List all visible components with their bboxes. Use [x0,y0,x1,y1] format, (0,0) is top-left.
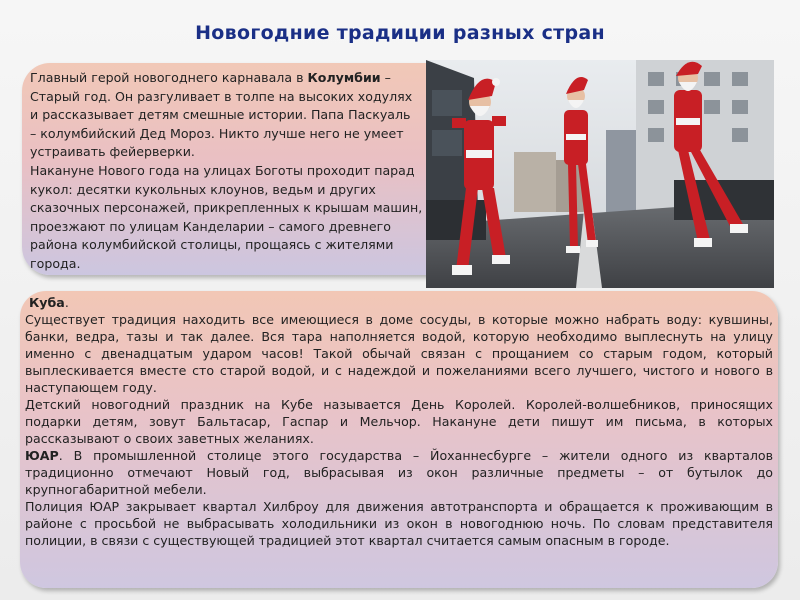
colombia-text [30,69,460,274]
cuba-south-africa-text [25,294,773,549]
colombia-line: Старый год. Он разгуливает в толпе на высоких ходулях [30,88,413,104]
south-africa-paragraph [25,447,773,498]
colombia-line: Накануне Нового года на улицах Боготы проходит парад [30,162,415,178]
cuba-paragraph-water: Существует традиция находить все имеющиеся в доме сосуды, в которые можно набрать воду: кувшины, банки, ведра, тазы и так далее. Вся тара наполняется водой, которую необходимо выплеснуть на улицу именно с двенадцатым ударом часов! Такой обычай связан с прощанием со старым годом, который выплескивается вместе сто старой водой, и с надеждой и пожеланиями всего лучшего, чистого и нового в наступающем году. [25,312,773,395]
cuba-paragraph-kings: Детский новогодний праздник на Кубе называется День Королей. Королей-волшебников, приносящих подарки детям, зовут Бальтасар, Гаспар и Мельчор. Накануне дети пишут им письма, в которых рассказывают о своих заветных желаниях. [25,397,773,446]
slide-title: Новогодние традиции разных стран [195,22,605,44]
colombia-line-text: Главный герой новогоднего карнавала в [30,70,308,85]
colombia-line [30,69,460,88]
colombia-line: проезжают по улицам Канделарии – самого древнего [30,218,391,234]
colombia-panel [22,63,462,275]
cuba-heading-suffix: . [64,295,69,310]
stilt-walkers-santa-photo [426,60,774,288]
colombia-line-text: – [380,70,391,85]
cuba-heading [25,294,773,311]
south-africa-police-paragraph: Полиция ЮАР закрывает квартал Хилброу для движения автотранспорта и обращается к проживающим в районе с просьбой не выбрасывать холодильники из окон в новогоднюю ночь. По словам представителя полиции, в связи с существующей традицией этот квартал считается самым опасным в городе. [25,499,773,548]
colombia-line: кукол: десятки кукольных клоунов, ведьм и других [30,181,376,197]
south-africa-text: . В промышленной столице этого государства – Йоханнесбурге – жители одного из кварталов традиционно отмечают Новый год, выбрасывая из окон различные предметы – от бутылок до крупногабаритной мебели. [25,448,773,497]
colombia-line: устраивать фейерверки. [30,144,195,160]
colombia-line: района колумбийской столицы, прощаясь с жителями [30,237,394,253]
cuba-heading-label: Куба [29,295,65,310]
colombia-line: сказочных персонажей, прикрепленных к крышам машин, [30,200,423,216]
colombia-keyword: Колумбии [307,70,381,85]
colombia-line: города. [30,255,81,271]
cuba-south-africa-panel [20,291,778,588]
south-africa-heading: ЮАР [25,448,59,463]
colombia-line: – колумбийский Дед Мороз. Никто лучше него не умеет [30,125,404,141]
colombia-line: и рассказывает детям смешные истории. Папа Паскуаль [30,107,411,123]
